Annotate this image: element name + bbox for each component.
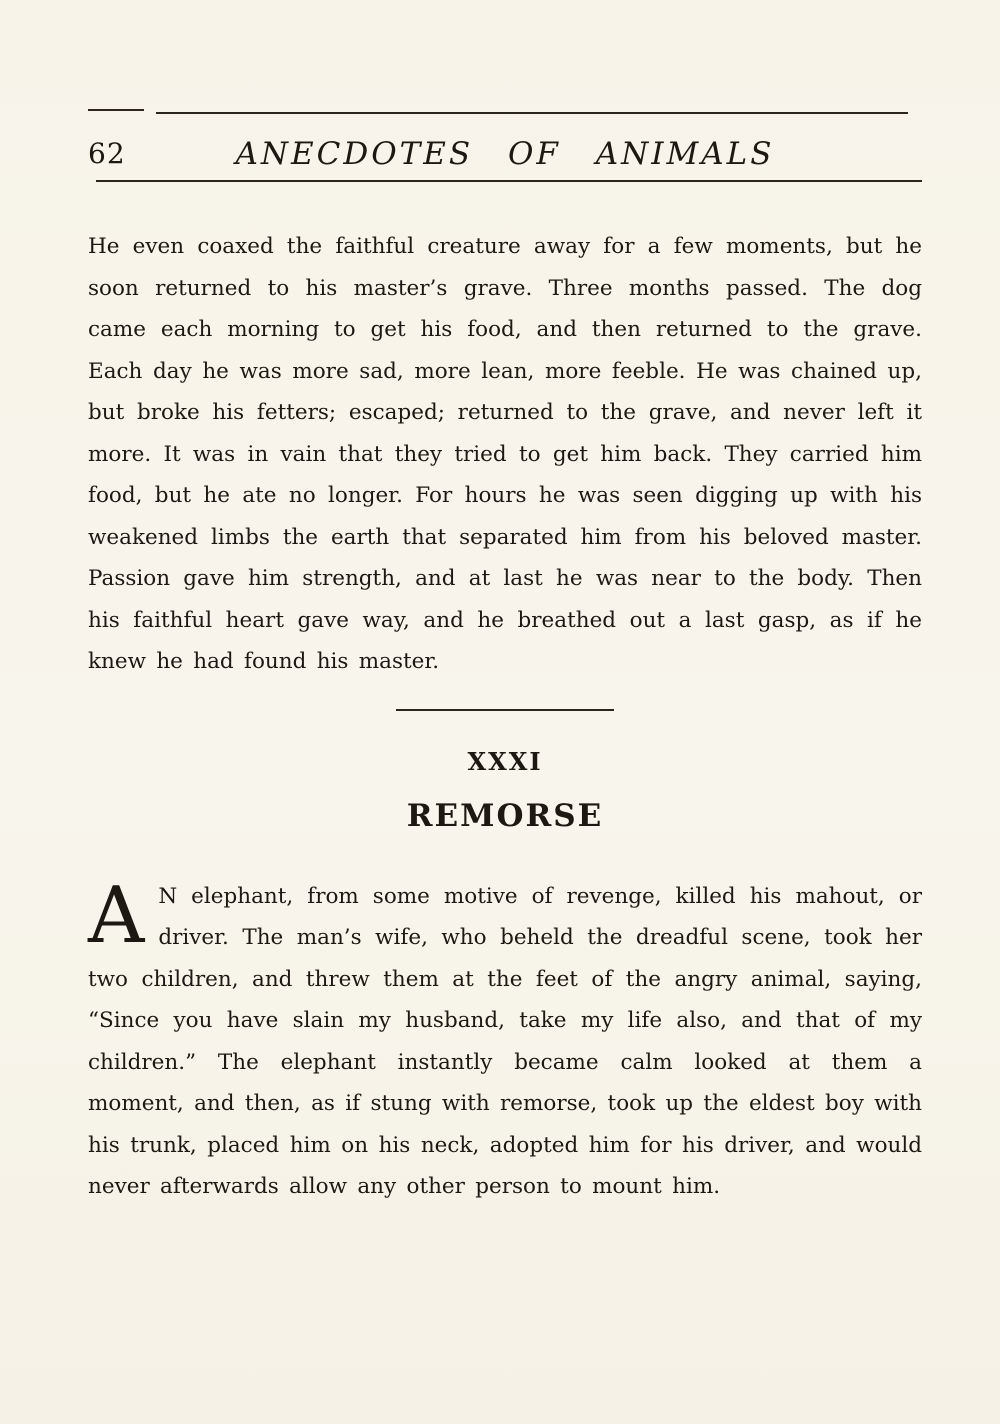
drop-cap-initial: A	[88, 870, 145, 961]
running-header	[88, 112, 922, 182]
section-divider-rule	[396, 709, 614, 711]
page-body	[88, 226, 922, 1208]
chapter-opening-paragraph	[88, 870, 922, 1208]
page-number: 62	[88, 137, 126, 170]
running-header-title: ANECDOTES OF ANIMALS	[235, 136, 775, 172]
chapter-title: REMORSE	[406, 797, 604, 834]
header-rule-bottom	[96, 180, 922, 182]
chapter-paragraph-text: N elephant, from some motive of revenge, killed his mahout, or driver. The man’s wife, who beheld the dreadful scene, took her two children, and threw them at the feet of the angry animal, saying, “Since you have slain my husband, take my life also, and that of my children.” The elephant instantly became calm looked at them a moment, and then, as if stung with remorse, took up the eldest boy with his trunk, placed him on his neck, adopted him for his driver, and would never afterwards allow any other person to mount him.	[88, 883, 922, 1199]
story-ending-paragraph: He even coaxed the faithful creature away for a few moments, but he soon returned to his master’s grave. Three months passed. The dog came each morning to get his food, and then returned to the grave. Each day he was more sad, more lean, more feeble. He was chained up, but broke his fetters; escaped; returned to the grave, and never left it more. It was in vain that they tried to get him back. They carried him food, but he ate no longer. For hours he was seen digging up with his weakened limbs the earth that separated him from his beloved master. Passion gave him strength, and at last he was near to the body. Then his faithful heart gave way, and he breathed out a last gasp, as if he knew he had found his master.	[88, 234, 922, 674]
chapter-number: XXXI	[467, 746, 543, 776]
header-rule-top-short-segment	[88, 109, 144, 111]
header-row	[88, 114, 922, 180]
